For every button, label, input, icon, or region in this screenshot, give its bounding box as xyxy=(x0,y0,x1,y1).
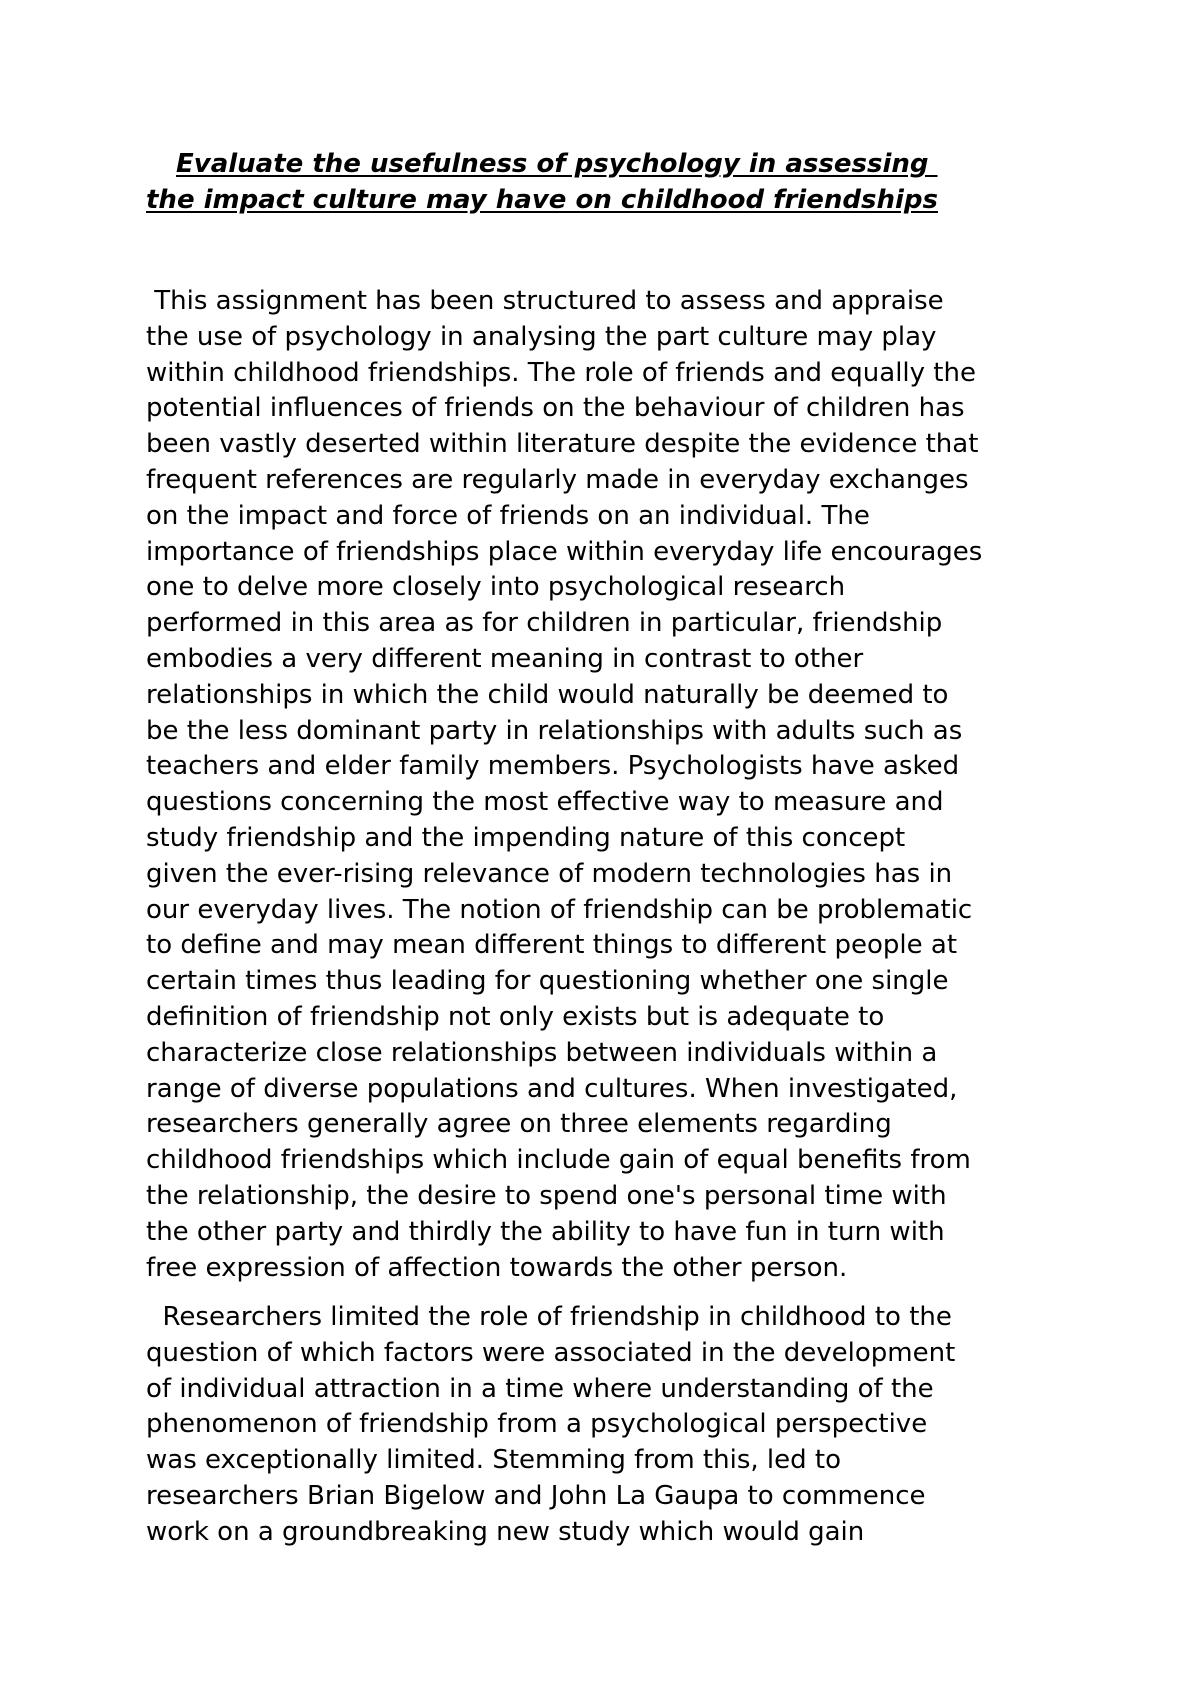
paragraph-line: phenomenon of friendship from a psychological perspective xyxy=(146,1409,928,1440)
paragraph-line: been vastly deserted within literature despite the evidence that xyxy=(146,429,979,460)
paragraph-line: our everyday lives. The notion of friendship can be problematic xyxy=(146,894,973,925)
paragraph-line: the relationship, the desire to spend one's personal time with xyxy=(146,1180,947,1211)
paragraph-line: certain times thus leading for questioning whether one single xyxy=(146,966,949,997)
paragraph-line: performed in this area as for children in particular, friendship xyxy=(146,608,943,639)
paragraph-line: to define and may mean different things to different people at xyxy=(146,930,958,961)
title-line: the impact culture may have on childhood friendships xyxy=(146,185,938,215)
paragraph-line: relationships in which the child would naturally be deemed to xyxy=(146,679,949,710)
document-title xyxy=(146,146,1046,218)
paragraph-line: one to delve more closely into psychological research xyxy=(146,572,846,603)
paragraph-line: study friendship and the impending nature of this concept xyxy=(146,822,906,853)
paragraph-line: within childhood friendships. The role of friends and equally the xyxy=(146,357,976,388)
paragraph-line: on the impact and force of friends on an individual. The xyxy=(146,500,870,531)
paragraph-line: of individual attraction in a time where understanding of the xyxy=(146,1373,934,1404)
paragraph-line: importance of friendships place within everyday life encourages xyxy=(146,536,983,567)
body-paragraph xyxy=(146,284,1076,1286)
paragraph-line: teachers and elder family members. Psychologists have asked xyxy=(146,751,960,782)
body-paragraph xyxy=(146,1300,1076,1551)
title-line: Evaluate the usefulness of psychology in assessing xyxy=(176,149,938,179)
paragraph-line: childhood friendships which include gain of equal benefits from xyxy=(146,1145,971,1176)
paragraph-line: embodies a very different meaning in contrast to other xyxy=(146,643,864,674)
paragraph-line: researchers Brian Bigelow and John La Gaupa to commence xyxy=(146,1480,926,1511)
paragraph-line: frequent references are regularly made in everyday exchanges xyxy=(146,464,969,495)
paragraph-line: questions concerning the most effective way to measure and xyxy=(146,787,944,818)
paragraph-line: given the ever-rising relevance of modern technologies has in xyxy=(146,858,953,889)
paragraph-line: researchers generally agree on three elements regarding xyxy=(146,1109,892,1140)
paragraph-line: range of diverse populations and cultures. When investigated, xyxy=(146,1073,958,1104)
paragraph-line: This assignment has been structured to assess and appraise xyxy=(146,286,944,316)
paragraph-line: work on a groundbreaking new study which would gain xyxy=(146,1516,865,1547)
paragraph-line: the use of psychology in analysing the part culture may play xyxy=(146,321,937,352)
paragraph-line: definition of friendship not only exists but is adequate to xyxy=(146,1001,885,1032)
paragraph-line: free expression of affection towards the other person. xyxy=(146,1252,848,1283)
paragraph-line: potential influences of friends on the behaviour of children has xyxy=(146,393,965,424)
paragraph-line: the other party and thirdly the ability to have fun in turn with xyxy=(146,1216,945,1247)
paragraph-line: Researchers limited the role of friendship in childhood to the xyxy=(146,1302,952,1332)
paragraph-line: characterize close relationships between individuals within a xyxy=(146,1037,938,1068)
paragraph-line: be the less dominant party in relationships with adults such as xyxy=(146,715,963,746)
paragraph-line: was exceptionally limited. Stemming from this, led to xyxy=(146,1445,841,1476)
paragraph-line: question of which factors were associated in the development xyxy=(146,1337,956,1368)
